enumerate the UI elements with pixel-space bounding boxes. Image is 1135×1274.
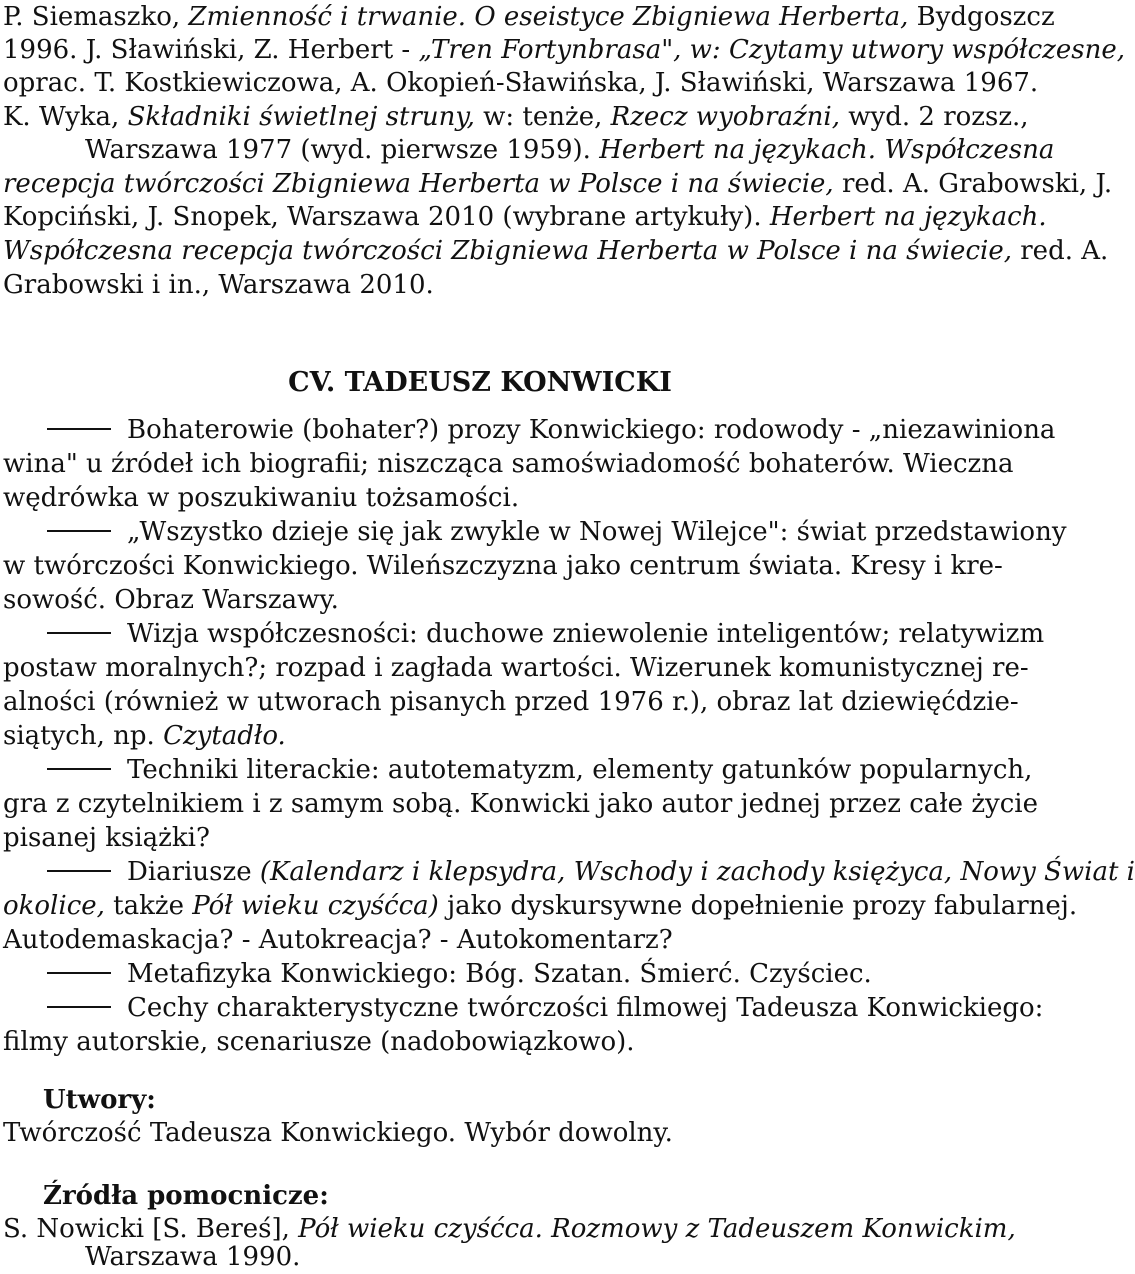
text-line [3,889,1077,923]
text: 1996. J. Sławiński, Z. Herbert - [3,35,419,65]
text: Kopciński, J. Snopek, Warszawa 2010 (wybrane artykuły). [3,202,770,232]
text: Cechy charakterystyczne twórczości filmowej Tadeusza Konwickiego: [127,993,1044,1023]
italic-title: Pół wieku czyśćca. Rozmowy z Tadeuszem Konwickim, [298,1214,1016,1244]
text: Diariusze [127,857,260,887]
text-line [3,719,286,753]
text-line: pisanej książki? [3,823,210,853]
text: K. Wyka, [3,102,128,132]
italic-title: okolice, [3,891,105,921]
list-item [3,957,872,991]
text: wyd. 2 rozsz., [840,102,1029,132]
text-line: wina" u źródeł ich biografii; niszcząca samoświadomość bohaterów. Wieczna [3,449,1014,479]
dash-marker [47,972,111,974]
dash-marker [47,870,111,872]
text: Techniki literackie: autotematyzm, elementy gatunków popularnych, [127,755,1033,785]
bibliography-line [3,100,1029,134]
text-line: postaw moralnych?; rozpad i zagłada wartości. Wizerunek komunistycznej re- [3,653,1029,683]
italic-title: Czytadło. [163,721,286,751]
text: siątych, np. [3,721,164,751]
text-line: alności (również w utworach pisanych przed 1976 r.), obraz lat dziewięćdzie- [3,687,1019,717]
list-item [3,515,1067,549]
text: Metafizyka Konwickiego: Bóg. Szatan. Śmierć. Czyściec. [127,959,872,989]
bibliography-line: oprac. T. Kostkiewiczowa, A. Okopień-Sławińska, J. Sławiński, Warszawa 1967. [3,68,1039,98]
text: w: tenże, [474,102,611,132]
text: red. A. [1011,236,1109,266]
dash-marker [47,632,111,634]
italic-title: „Tren Fortynbrasa", w: Czytamy utwory współczesne, [418,35,1125,65]
text: Warszawa 1977 (wyd. pierwsze 1959). [85,135,600,165]
text: Bohaterowie (bohater?) prozy Konwickiego: rodowody - „niezawiniona [127,415,1056,445]
italic-title: Zmienność i trwanie. O eseistyce Zbigniewa Herberta, [188,2,909,32]
dash-marker [47,428,111,430]
list-item [3,617,1044,651]
italic-title: Pół wieku czyśćca) [192,891,439,921]
dash-marker [47,768,111,770]
text: „Wszystko dzieje się jak zwykle w Nowej Wilejce": świat przedstawiony [127,517,1067,547]
list-item [3,413,1055,447]
sources-heading: Źródła pomocnicze: [43,1181,329,1211]
works-text: Twórczość Tadeusza Konwickiego. Wybór dowolny. [3,1118,673,1148]
text: także [104,891,193,921]
bibliography-line: Grabowski i in., Warszawa 2010. [3,270,434,300]
list-item [3,991,1043,1025]
text: S. Nowicki [S. Bereś], [3,1214,299,1244]
text-line: gra z czytelnikiem i z samym sobą. Konwicki jako autor jednej przez całe życie [3,789,1038,819]
text: red. A. Grabowski, J. [833,169,1113,199]
text-line: filmy autorskie, scenariusze (nadobowiązkowo). [3,1027,635,1057]
italic-title: recepcja twórczości Zbigniewa Herberta w Polsce i na świecie, [3,169,834,199]
bibliography-line [3,234,1108,268]
list-item [3,753,1032,787]
italic-title: Rzecz wyobraźni, [610,102,841,132]
italic-title: Herbert na językach. [769,202,1047,232]
italic-title: Herbert na językach. Współczesna [599,135,1055,165]
text-line: Autodemaskacja? - Autokreacja? - Autokomentarz? [3,925,673,955]
italic-title: Współczesna recepcja twórczości Zbigniewa Herberta w Polsce i na świecie, [3,236,1012,266]
list-item [3,855,1135,889]
text: jako dyskursywne dopełnienie prozy fabularnej. [438,891,1078,921]
text-line: sowość. Obraz Warszawy. [3,585,339,615]
text-line: w twórczości Konwickiego. Wileńszczyzna jako centrum świata. Kresy i kre- [3,551,1003,581]
italic-title: (Kalendarz i klepsydra, Wschody i zachody księżyca, Nowy Świat i [259,857,1135,887]
source-entry-continued: Warszawa 1990. [85,1242,301,1272]
bibliography-line [85,133,1054,167]
section-title: CV. TADEUSZ KONWICKI [288,367,672,398]
text: Bydgoszcz [908,2,1055,32]
bibliography-line [3,0,1055,34]
bibliography-line [3,33,1125,67]
dash-marker [47,530,111,532]
bibliography-line [3,167,1112,201]
bibliography-line [3,200,1047,234]
text: P. Siemaszko, [3,2,189,32]
dash-marker [47,1006,111,1008]
italic-title: Składniki świetlnej struny, [127,102,475,132]
text: Wizja współczesności: duchowe zniewolenie inteligentów; relatywizm [127,619,1045,649]
text-line: wędrówka w poszukiwaniu tożsamości. [3,483,520,513]
works-heading: Utwory: [43,1085,156,1115]
